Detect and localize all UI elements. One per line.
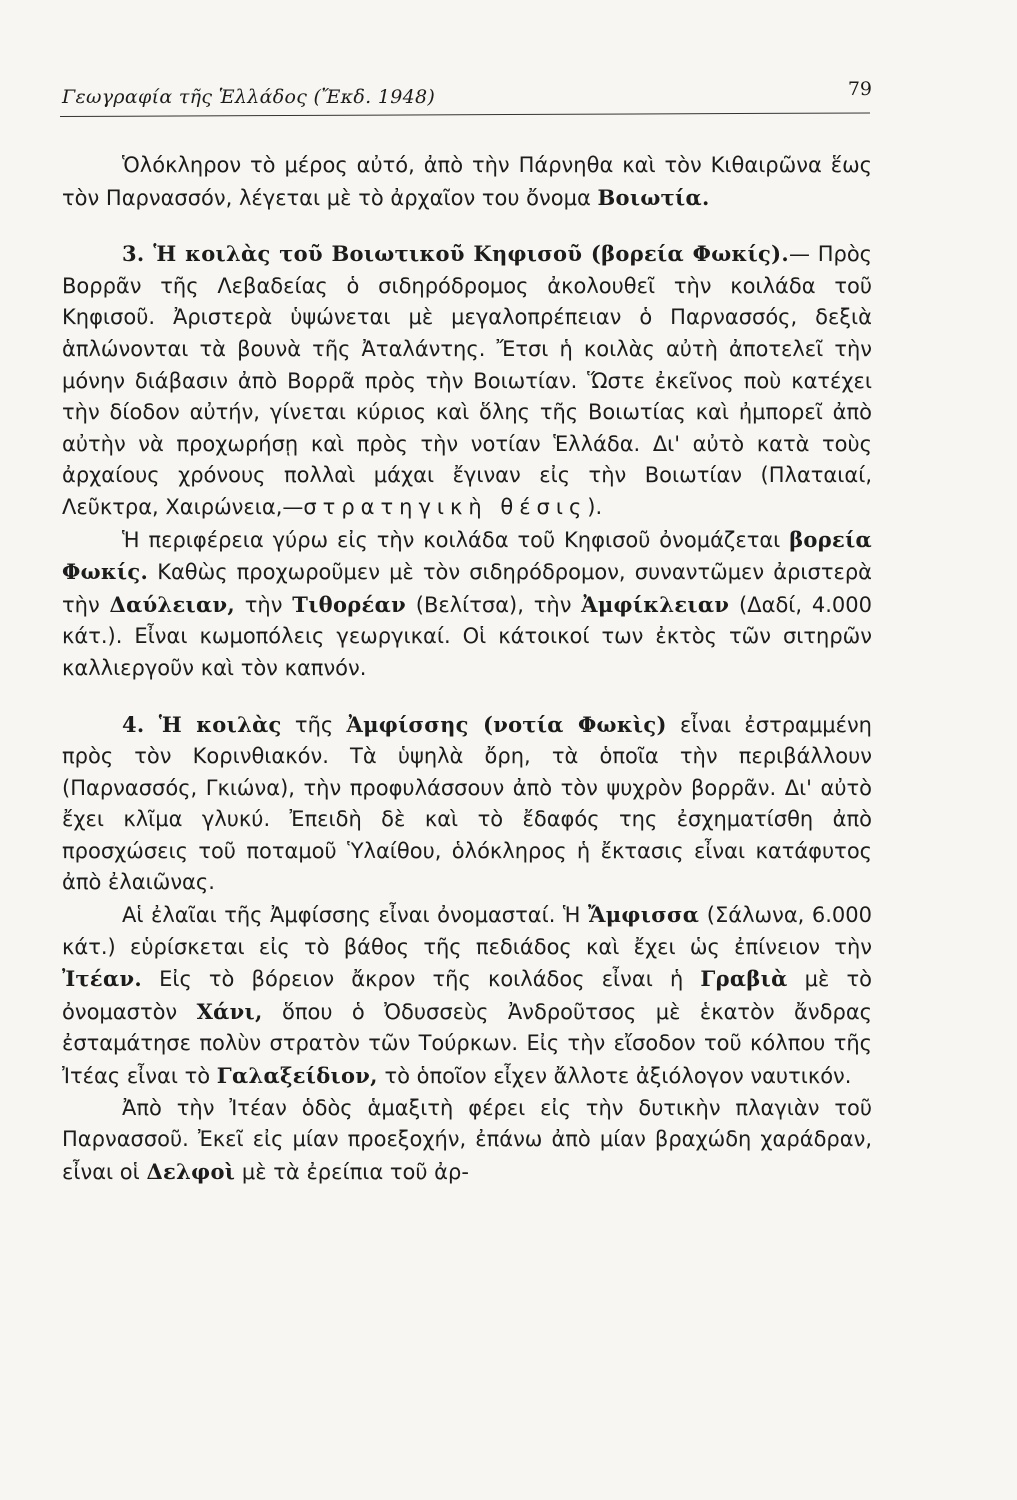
section-heading-4: 4. Ἡ κοιλὰς [122,711,282,737]
bold-term-tithorea: Τιθορέαν [292,591,406,617]
text-run: εἶναι ἐστραμμένη πρὸς τὸν Κορινθιακόν. Τὰ ὑψηλὰ ὄρη, τὰ ὁποῖα τὴν περιβάλλουν (Παρνασσός, Γκιώνα), τὴν προφυλάσσουν ἀπὸ τὸν ψυχρὸν βορρᾶν. Δι' αὐτὸ ἔχει κλῖμα γλυκύ. Ἐπειδὴ δὲ καὶ τὸ ἔδαφός της ἐσχηματίσθη ἀπὸ προσχώσεις τοῦ ποταμοῦ Ὑλαίθου, ὁλόκληρος ἡ ἔκτασις εἶναι κατάφυτος ἀπὸ ἐλαιῶνας. [62,712,872,895]
page-header [62,74,872,114]
text-run: Καθὼς προχωροῦμεν μὲ τὸν σιδηρόδρομον, συναντῶμεν ἀριστερὰ τὴν [62,560,872,617]
text-run: ὅπου ὁ Ὀδυσσεὺς Ἀνδροῦτσος μὲ ἑκατὸν ἄνδρας ἐσταμάτησε πολὺν στρατὸν τῶν Τούρκων. Εἰς τὴν εἴσοδον τοῦ κόλπου τῆς Ἰτέας εἶναι τὸ [62,999,872,1089]
bold-term-gravia: Γραβιὰ [700,966,788,992]
bold-term-itea: Ἰτέαν. [62,966,142,992]
bold-term-delphi: Δελφοὶ [146,1158,236,1184]
text-run: Ὁλόκληρον τὸ μέρος αὐτό, ἀπὸ τὴν Πάρνηθα καὶ τὸν Κιθαιρῶνα ἕως τὸν Παρνασσόν, λέγεται μὲ τὸ ἀρχαῖον του ὄνομα [62,153,872,210]
bold-term-daulis: Δαύλειαν, [109,591,235,617]
page-number: 79 [847,78,872,100]
text-run: Αἱ ἐλαῖαι τῆς Ἀμφίσσης εἶναι ὀνομασταί. Ἡ [122,903,588,928]
text-run: τὸ ὁποῖον εἶχεν ἄλλοτε ἀξιόλογον ναυτικόν. [377,1064,852,1089]
text-run: Ἀπὸ τὴν Ἰτέαν ὁδὸς ἁμαξιτὴ φέρει εἰς τὴν δυτικὴν πλαγιὰν τοῦ Παρνασσοῦ. Ἐκεῖ εἰς μίαν προεξοχήν, ἐπάνω ἀπὸ μίαν βραχώδη χαράδραν, εἶναι οἱ [62,1095,872,1184]
bold-term-boeotia: Βοιωτία. [597,184,710,210]
bold-term-amfikleia: Ἀμφίκλειαν [581,591,730,617]
running-title: Γεωγραφία τῆς Ἑλλάδος (Ἔκδ. 1948) [62,86,436,108]
spaced-emphasis: στρατηγικὴ θέσις [303,494,588,519]
paragraph-north-phocis [62,524,872,685]
section-heading-3: 3. Ἡ κοιλὰς τοῦ Βοιωτικοῦ Κηφισοῦ (βορεία Φωκίς). [122,241,789,267]
text-run: Εἰς τὸ βόρειον ἄκρον τῆς κοιλάδος εἶναι ἡ [141,967,701,992]
paragraph-delphi [62,1093,872,1189]
bold-term-hani: Χάνι, [196,998,263,1024]
text-run: ). [587,494,603,519]
bold-term-amfissa-south-phocis: Ἀμφίσσης (νοτία Φωκὶς) [346,711,667,737]
bold-term-galaxidi: Γαλαξείδιον, [216,1063,378,1089]
paragraph-amfissa-valley [62,709,872,900]
text-run: Ἡ περιφέρεια γύρω εἰς τὴν κοιλάδα τοῦ Κηφισοῦ ὀνομάζεται [122,527,790,552]
text-run: τῆς [281,712,347,737]
paragraph-boeotia [62,150,872,214]
text-run: τὴν [234,592,293,617]
body-text [62,150,872,1188]
text-run: (Δαδί, 4.000 κάτ.). Εἶναι κωμοπόλεις γεωργικαί. Οἱ κάτοικοί των ἐκτὸς τῶν σιτηρῶν καλλιεργοῦν καὶ τὸν καπνόν. [62,592,873,680]
paragraph-amfissa-olives [62,899,872,1093]
paragraph-kifisos-valley [62,238,872,523]
text-run: (Σάλωνα, 6.000 κάτ.) εὑρίσκεται εἰς τὸ βάθος τῆς πεδιάδος καὶ ἔχει ὡς ἐπίνειον τὴν [62,903,872,959]
text-run: μὲ τὸ ὀνομαστὸν [62,967,872,1024]
bold-term-north-phocis: βορεία Φωκίς. [62,526,872,585]
text-run: (Βελίτσα), τὴν [405,592,582,617]
text-run: μὲ τὰ ἐρείπια τοῦ ἀρ- [235,1159,469,1184]
text-run: — Πρὸς Βορρᾶν τῆς Λεβαδείας ὁ σιδηρόδρομος ἀκολουθεῖ τὴν κοιλάδα τοῦ Κηφισοῦ. Ἀριστερὰ ὑψώνεται μὲ μεγαλοπρέπειαν ὁ Παρνασσός, δεξιὰ ἁπλώνονται τὰ βουνὰ τῆς Ἀταλάντης. Ἔτσι ἡ κοιλὰς αὐτὴ ἀποτελεῖ τὴν μόνην διάβασιν ἀπὸ Βορρᾶ πρὸς τὴν Βοιωτίαν. Ὥστε ἐκεῖνος ποὺ κατέχει τὴν δίοδον αὐτήν, γίνεται κύριος καὶ ὅλης τῆς Βοιωτίας καὶ ἠμπορεῖ ἀπὸ αὐτὴν νὰ προχωρήσῃ καὶ πρὸς τὴν νοτίαν Ἑλλάδα. Δι' αὐτὸ κατὰ τοὺς ἀρχαίους χρόνους πολλαὶ μάχαι ἔγιναν εἰς τὴν Βοιωτίαν (Πλαταιαί, Λεῦκτρα, Χαιρώνεια,— [62,242,872,519]
bold-term-amfissa: Ἄμφισσα [588,902,700,928]
